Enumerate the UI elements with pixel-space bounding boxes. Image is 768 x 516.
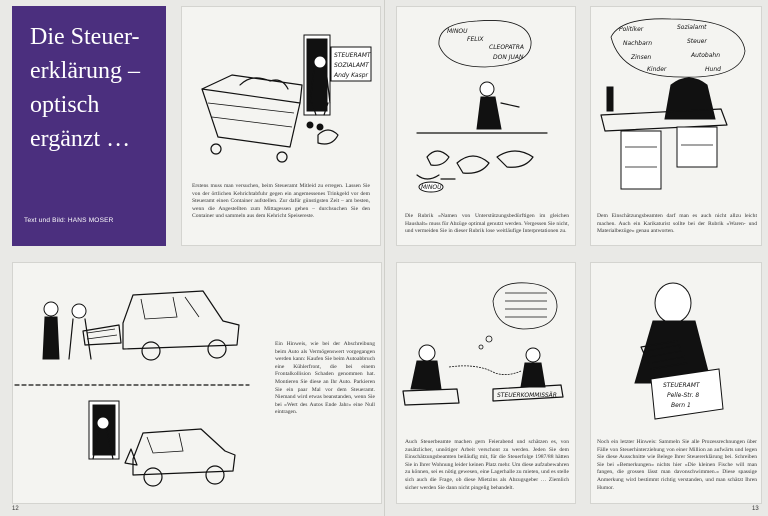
caption-cars: Ein Hinweis, wie bei der Abschreibung beim Auto als Vermögenswert vorgegangen werden kann: Kaufen Sie beim Autoabbruch eine Kühlerfront, die bei einem Frontalkollision Schaden genommen hat. Montieren Sie diese an Ihr Auto. Parkieren Sie ein paar Mal vor dem Steueramt. Niemand wird etwas beanstanden, wenn Sie bei »Wert des Autos Ende Jahr« eine Null eintragen. (275, 341, 375, 416)
article-title: Die Steuer- erklärung – optisch ergänzt … (30, 24, 140, 152)
cartoon-panel-container (181, 6, 381, 246)
desk-bubble-word-3: Nachbarn (623, 40, 653, 47)
bubble-word-3: CLEOPATRA (489, 44, 524, 51)
desk-bubble-word-2: Sozialamt (677, 24, 707, 31)
desk-sign: STEUERKOMMISSÄR (497, 392, 557, 399)
desk-bubble-word-1: Politiker (619, 26, 644, 33)
office-sign-line-1: STEUERAMT (334, 52, 371, 59)
envelope-line-3: Bern 1 (671, 402, 691, 409)
desk-bubble-word-4: Steuer (687, 38, 707, 45)
caption-names: Die Rubrik »Namen von Unterstützungsbedürftigen im gleichen Haushalt« muss für Abzüge optimal genutzt werden. Vergessen Sie nicht, und vermeiden Sie in dieser Rubrik lose weitläufige Interpretationen zu. (405, 213, 569, 235)
bubble-word-4: DON JUAN (493, 54, 524, 61)
cartoon-panel-desk (590, 6, 762, 246)
bubble-word-2: FELIX (467, 36, 484, 43)
cartoon-cars-illustration (13, 263, 269, 503)
cartoon-envelope-illustration (591, 263, 761, 431)
caption-desk: Dem Einschätzungsbeamten darf man es auch nicht allzu leicht machen. Auch ein Karikaturist sollte bei der Rubrik »Waren- und Materialbezüge« genau antworten. (597, 213, 757, 235)
cartoon-desk-illustration (591, 7, 761, 203)
envelope-line-1: STEUERAMT (663, 382, 700, 389)
page-number-left: 12 (12, 506, 19, 512)
cartoon-container-illustration (182, 7, 380, 175)
title-block (12, 6, 166, 246)
office-sign-line-2: SOZIALAMT (334, 62, 369, 69)
envelope-line-2: Pelle-Str. 8 (667, 392, 700, 399)
caption-container: Erstens muss man versuchen, beim Steueramt Mitleid zu erregen. Lassen Sie von der örtlichen Kehrichtabfuhr gegen ein angemessenes Trinkgeld vor dem Steueramt einen Container aufstellen. Zur dafür günstigsten Zeit – am besten, wenn die Angestellten zum Mittagessen gehen – durchsuchen Sie den Container und sammeln aus dem Kehricht Speisereste. (192, 183, 370, 220)
cartoon-names-illustration (397, 7, 575, 203)
caption-phone: Auch Steuerbeamte machen gern Feierabend und schätzen es, von zusätzlicher, unnötiger Arbeit verschont zu werden. Jeden Sie dem Einschätzungsbeamten beiläufig mit, für die Steuerfolge 1987/88 hätten Sie in Ihrer Wohnung leider keinen Platz mehr. Um diese aufzubewahren zu können, sei es nötig gewesen, eine Lagerhalle zu mieten, und es stelle sich auch die Frage, ob diese Mietzins als Abzugsgeber … Ziemlich sicher werden Sie dann nicht pingelig behandelt. (405, 439, 569, 491)
page-number-right: 13 (752, 506, 759, 512)
cartoon-phone-illustration (397, 263, 575, 431)
bubble-word-1: MINOU (447, 28, 468, 35)
office-sign-line-3: Andy Kaspr (334, 72, 368, 79)
desk-bubble-word-8: Hund (705, 66, 721, 73)
bowl-label: MINOU (421, 184, 442, 191)
cartoon-panel-names (396, 6, 576, 246)
desk-bubble-word-5: Zinsen (631, 54, 652, 61)
author-credit: Text und Bild: HANS MOSER (24, 217, 114, 224)
cartoon-panel-phone (396, 262, 576, 504)
desk-bubble-word-7: Kinder (647, 66, 667, 73)
desk-bubble-word-6: Autobahn (691, 52, 721, 59)
caption-envelope: Noch ein letzter Hinweis: Sammeln Sie alle Prozessrechnungen über Fälle von Steuerhinterziehung von einer Million an aufwärts und legen Sie diese Ausschnitte wie Belege Ihrer Steuererklärung bei. Schreiben Sie bei »Bemerkungen« nichts hier »Die kleinen Fische will man fangen, die grossen lässt man davonschwimmen.« Diese spassige Anmerkung wird bestimmt richtig verstanden, und man schätzt Ihren Humor. (597, 439, 757, 491)
page-gutter (384, 0, 385, 516)
cartoon-panel-envelope (590, 262, 762, 504)
cartoon-panel-cars (12, 262, 382, 504)
